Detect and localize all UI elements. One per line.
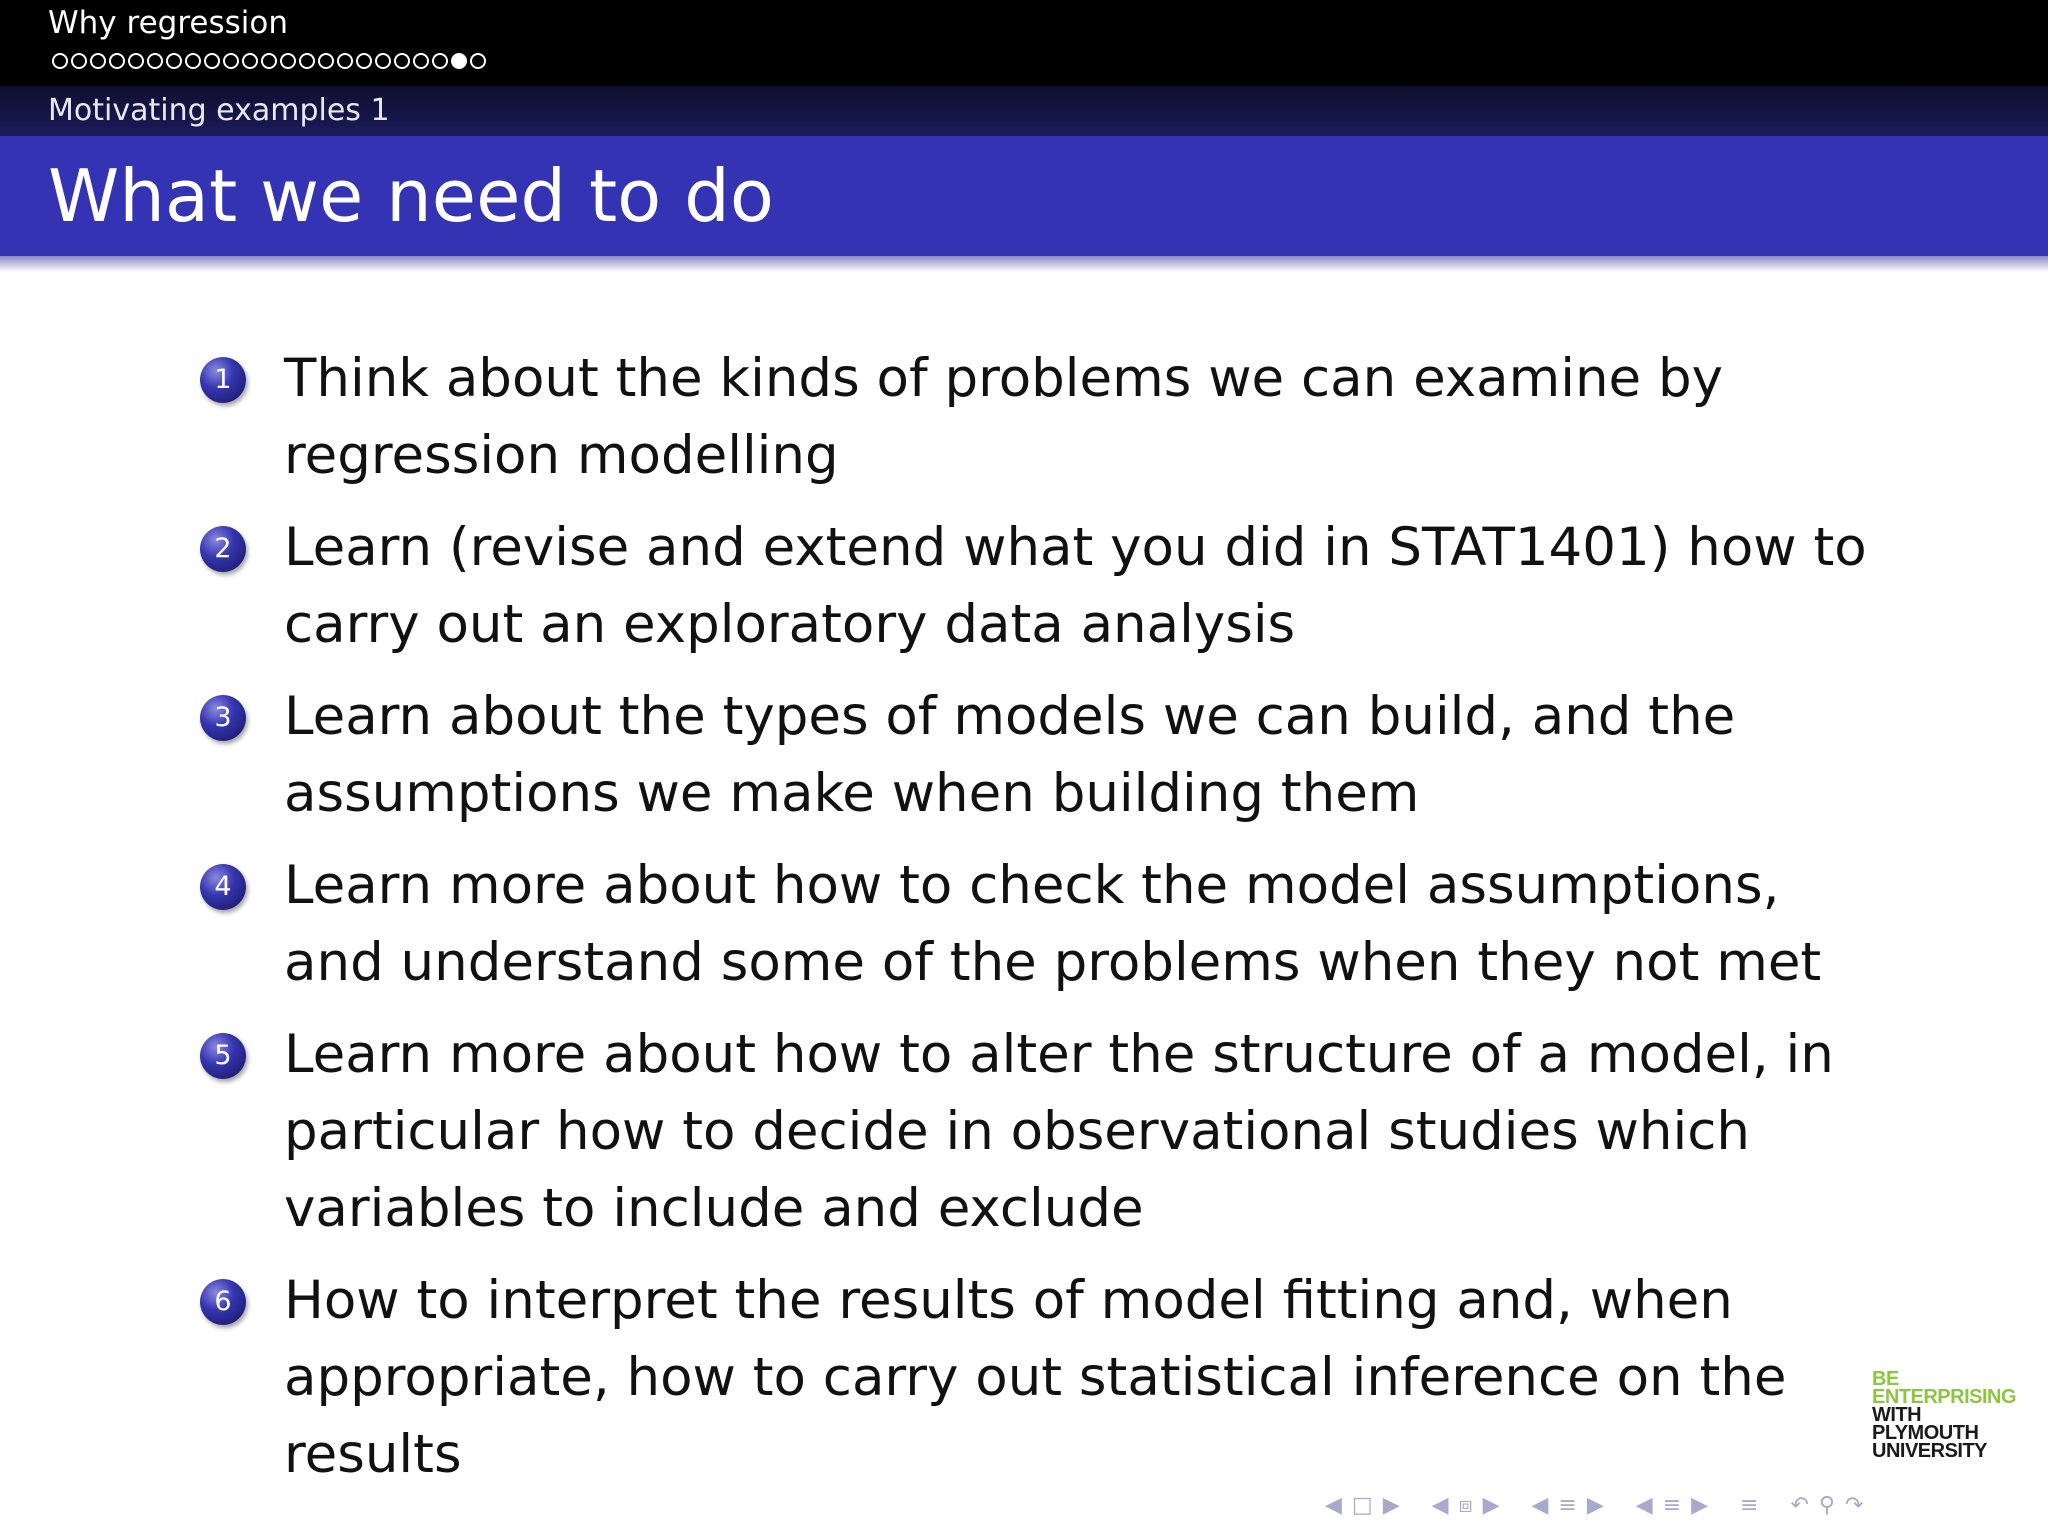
logo-text-be: BE xyxy=(1872,1368,1899,1390)
nav-search-icon[interactable]: ⚲ xyxy=(1818,1493,1836,1518)
logo-text-enterprising: ENTERPRISING xyxy=(1872,1386,2017,1408)
list-item xyxy=(200,509,1880,663)
list-item xyxy=(200,847,1880,1001)
beamer-navigation xyxy=(1325,1492,1863,1520)
slide-dot[interactable] xyxy=(147,53,163,69)
list-item xyxy=(200,1262,1880,1493)
slide-dot[interactable] xyxy=(128,53,144,69)
slide-dot[interactable] xyxy=(109,53,125,69)
slide-dot[interactable] xyxy=(318,53,334,69)
nav-next-section-icon[interactable]: ▶ xyxy=(1586,1493,1604,1518)
list-number-ball: 6 xyxy=(200,1279,246,1325)
frame-title-shadow xyxy=(0,256,2048,272)
subsection-title[interactable]: Motivating examples 1 xyxy=(48,93,390,128)
list-item-text: Learn (revise and extend what you did in STAT1401) how to carry out an exploratory data analysis xyxy=(284,517,1867,655)
list-number-ball: 3 xyxy=(200,695,246,741)
slide-dot[interactable] xyxy=(204,53,220,69)
university-logo xyxy=(1872,1370,2022,1460)
nav-forward-icon[interactable]: ↷ xyxy=(1845,1493,1864,1518)
nav-section-icon[interactable]: ≡ xyxy=(1558,1493,1577,1518)
slide-dot[interactable] xyxy=(261,53,277,69)
slide-dot[interactable] xyxy=(337,53,353,69)
nav-prev-section-icon[interactable]: ◀ xyxy=(1531,1493,1549,1518)
logo-text-with: WITH xyxy=(1872,1404,1922,1426)
slide-dot[interactable] xyxy=(71,53,87,69)
list-item-text: Learn more about how to check the model assumptions, and understand some of the problems when they not met xyxy=(284,855,1822,993)
nav-subsection-icon[interactable]: ⧈ xyxy=(1458,1493,1473,1518)
slide-dot[interactable] xyxy=(185,53,201,69)
slide-dot[interactable] xyxy=(470,53,486,69)
slide-dot[interactable] xyxy=(242,53,258,69)
nav-frame-icon[interactable]: □ xyxy=(1351,1493,1373,1518)
list-item xyxy=(200,678,1880,832)
enumerated-list xyxy=(200,340,1880,1508)
logo-text-plymouth: PLYMOUTH xyxy=(1872,1422,1979,1444)
list-item xyxy=(200,1016,1880,1247)
nav-next-subsection-icon[interactable]: ▶ xyxy=(1482,1493,1500,1518)
slide-dot[interactable] xyxy=(52,53,68,69)
slide-dot[interactable] xyxy=(432,53,448,69)
frame-title-bar xyxy=(0,136,2048,256)
slide-dot[interactable] xyxy=(394,53,410,69)
section-title[interactable]: Why regression xyxy=(48,5,288,41)
slide-dot[interactable] xyxy=(299,53,315,69)
subsection-bar xyxy=(0,86,2048,136)
list-number-ball: 4 xyxy=(200,864,246,910)
nav-doc-icon[interactable]: ≡ xyxy=(1662,1493,1682,1518)
page-title: What we need to do xyxy=(48,154,774,238)
slide-dot[interactable] xyxy=(375,53,391,69)
nav-next-frame-icon[interactable]: ▶ xyxy=(1382,1493,1400,1518)
list-item xyxy=(200,340,1880,494)
list-item-text: Learn about the types of models we can build, and the assumptions we make when building them xyxy=(284,686,1736,824)
list-item-text: How to interpret the results of model fitting and, when appropriate, how to carry out statistical inference on the results xyxy=(284,1270,1787,1485)
nav-prev-doc-icon[interactable]: ◀ xyxy=(1635,1493,1653,1518)
slide-dot[interactable] xyxy=(413,53,429,69)
slide-progress-dots[interactable] xyxy=(52,50,486,72)
logo-text-university: UNIVERSITY xyxy=(1872,1440,1988,1462)
slide-dot[interactable] xyxy=(223,53,239,69)
current-slide-dot[interactable] xyxy=(451,53,467,69)
nav-prev-frame-icon[interactable]: ◀ xyxy=(1325,1493,1342,1518)
slide-dot[interactable] xyxy=(280,53,296,69)
nav-back-icon[interactable]: ↶ xyxy=(1790,1493,1809,1518)
nav-prev-subsection-icon[interactable]: ◀ xyxy=(1431,1493,1449,1518)
slide-dot[interactable] xyxy=(356,53,372,69)
nav-toc-icon[interactable]: ≡ xyxy=(1740,1493,1759,1518)
header-bar xyxy=(0,0,2048,86)
list-number-ball: 1 xyxy=(200,357,246,403)
list-number-ball: 2 xyxy=(200,526,246,572)
nav-next-doc-icon[interactable]: ▶ xyxy=(1691,1493,1709,1518)
list-item-text: Learn more about how to alter the structure of a model, in particular how to decide in observational studies which variables to include and exclude xyxy=(284,1024,1834,1239)
list-item-text: Think about the kinds of problems we can examine by regression modelling xyxy=(284,348,1723,486)
slide-dot[interactable] xyxy=(90,53,106,69)
slide-dot[interactable] xyxy=(166,53,182,69)
list-number-ball: 5 xyxy=(200,1033,246,1079)
